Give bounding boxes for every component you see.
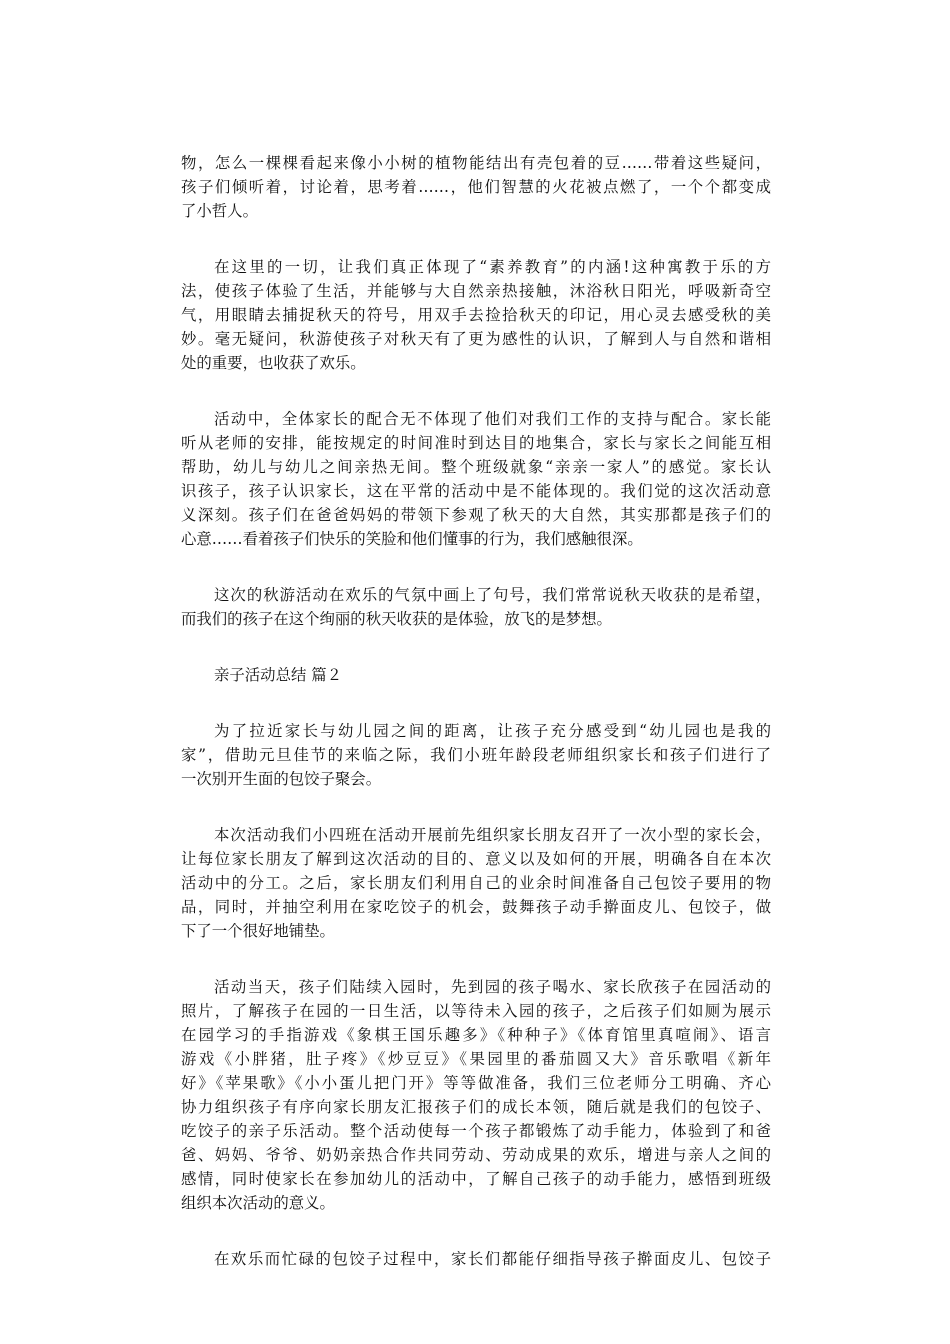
text-line: 孩子们倾听着，讨论着，思考着……，他们智慧的火花被点燃了，一个个都变成 <box>181 178 771 196</box>
text-line: 处的重要，也收获了欢乐。 <box>181 354 366 372</box>
text-line: 识孩子，孩子认识家长，这在平常的活动中是不能体现的。我们觉的这次活动意 <box>181 482 771 500</box>
text-line: 在园学习的手指游戏《象棋王国乐趣多》《种种子》《体育馆里真喧闹》、语言 <box>181 1026 771 1044</box>
text-line: 照片，了解孩子在园的一日生活，以等待未入园的孩子，之后孩子们如厕为展示 <box>181 1002 771 1020</box>
text-line: 家”，借助元旦佳节的来临之际，我们小班年龄段老师组织家长和孩子们进行了 <box>181 746 771 764</box>
text-line: 而我们的孩子在这个绚丽的秋天收获的是体验，放飞的是梦想。 <box>181 610 612 628</box>
paragraph-first-line: 在欢乐而忙碌的包饺子过程中，家长们都能仔细指导孩子擀面皮儿、包饺子 <box>214 1250 771 1268</box>
paragraph-first-line: 本次活动我们小四班在活动开展前先组织家长朋友召开了一次小型的家长会， <box>214 826 771 844</box>
text-line: 心意……看着孩子们快乐的笑脸和他们懂事的行为，我们感触很深。 <box>181 530 643 548</box>
text-line: 法，使孩子体验了生活，并能够与大自然亲热接触，沐浴秋日阳光，呼吸新奇空 <box>181 282 771 300</box>
text-line: 组织本次活动的意义。 <box>181 1194 335 1212</box>
text-line: 品，同时，并抽空利用在家吃饺子的机会，鼓舞孩子动手擀面皮儿、包饺子，做 <box>181 898 771 916</box>
text-line: 活动中的分工。之后，家长朋友们利用自己的业余时间准备自己包饺子要用的物 <box>181 874 771 892</box>
text-line: 吃饺子的亲子乐活动。整个活动使每一个孩子都锻炼了动手能力，体验到了和爸 <box>181 1122 771 1140</box>
text-line: 了小哲人。 <box>181 202 258 220</box>
text-line: 一次别开生面的包饺子聚会。 <box>181 770 382 788</box>
text-line: 妙。毫无疑问，秋游使孩子对秋天有了更为感性的认识，了解到人与自然和谐相 <box>181 330 771 348</box>
text-line: 气，用眼睛去捕捉秋天的符号，用双手去捡拾秋天的印记，用心灵去感受秋的美 <box>181 306 771 324</box>
text-line: 物，怎么一棵棵看起来像小小树的植物能结出有壳包着的豆……带着这些疑问， <box>181 154 771 172</box>
paragraph-first-line: 在这里的一切，让我们真正体现了“素养教育”的内涵!这种寓教于乐的方 <box>214 258 771 276</box>
section-heading: 亲子活动总结 篇２ <box>214 666 343 684</box>
text-line: 感情，同时使家长在参加幼儿的活动中，了解自己孩子的动手能力，感悟到班级 <box>181 1170 771 1188</box>
paragraph-first-line: 活动中，全体家长的配合无不体现了他们对我们工作的支持与配合。家长能 <box>214 410 771 428</box>
paragraph-first-line: 活动当天，孩子们陆续入园时，先到园的孩子喝水、家长欣孩子在园活动的 <box>214 978 771 996</box>
text-line: 游戏《小胖猪，肚子疼》《炒豆豆》《果园里的番茄圆又大》音乐歌唱《新年 <box>181 1050 771 1068</box>
text-line: 爸、妈妈、爷爷、奶奶亲热合作共同劳动、劳动成果的欢乐，增进与亲人之间的 <box>181 1146 771 1164</box>
paragraph-first-line: 这次的秋游活动在欢乐的气氛中画上了句号，我们常常说秋天收获的是希望， <box>214 586 771 604</box>
text-line: 听从老师的安排，能按规定的时间准时到达目的地集合，家长与家长之间能互相 <box>181 434 771 452</box>
text-line: 下了一个很好地铺垫。 <box>181 922 335 940</box>
text-line: 帮助，幼儿与幼儿之间亲热无间。整个班级就象“亲亲一家人”的感觉。家长认 <box>181 458 771 476</box>
text-line: 让每位家长朋友了解到这次活动的目的、意义以及如何的开展，明确各自在本次 <box>181 850 771 868</box>
paragraph-first-line: 为了拉近家长与幼儿园之间的距离，让孩子充分感受到“幼儿园也是我的 <box>214 722 771 740</box>
text-line: 协力组织孩子有序向家长朋友汇报孩子们的成长本领，随后就是我们的包饺子、 <box>181 1098 771 1116</box>
text-line: 好》《苹果歌》《小小蛋儿把门开》等等做准备，我们三位老师分工明确、齐心 <box>181 1074 771 1092</box>
text-line: 义深刻。孩子们在爸爸妈妈的带领下参观了秋天的大自然，其实那都是孩子们的 <box>181 506 771 524</box>
